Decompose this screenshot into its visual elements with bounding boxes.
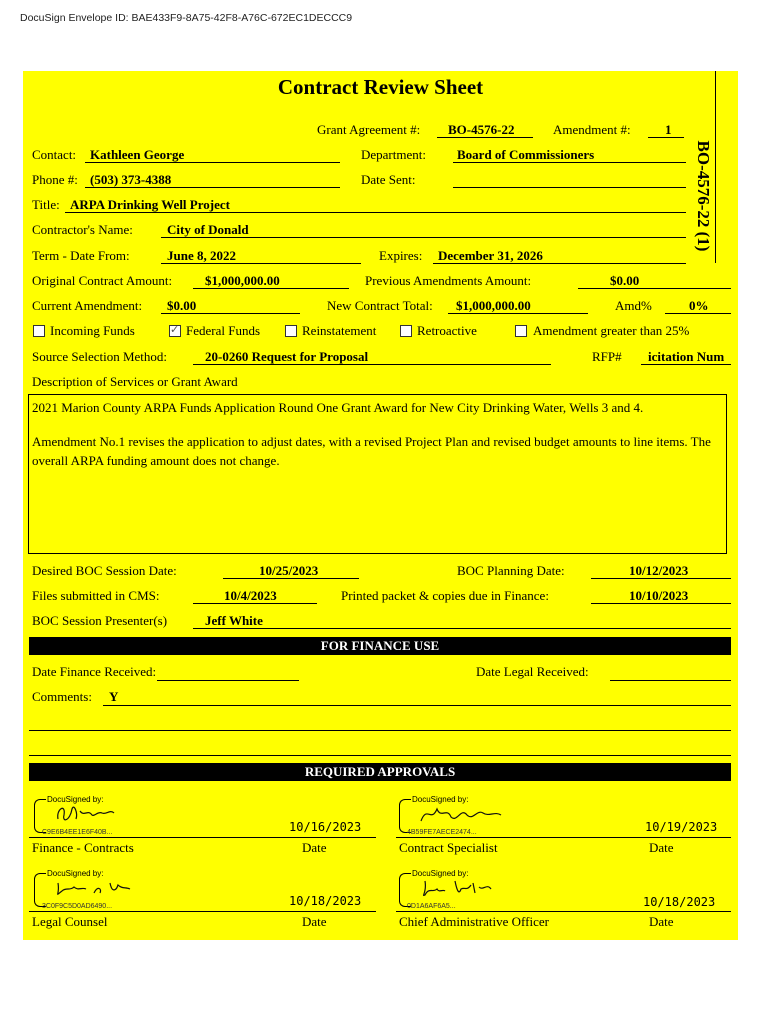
contract-specialist-date: 10/19/2023	[645, 820, 718, 834]
date-sent-line	[453, 187, 686, 188]
contractor-value: City of Donald	[167, 222, 249, 237]
finance-contracts-signature	[34, 795, 184, 835]
federal-funds-label: Federal Funds	[186, 323, 261, 338]
department-label: Department:	[361, 147, 426, 162]
description-text	[32, 398, 722, 485]
phone-value: (503) 373-4388	[90, 172, 172, 187]
finance-contracts-role: Finance - Contracts	[32, 840, 134, 855]
incoming-funds-label: Incoming Funds	[50, 323, 135, 338]
presenter-value: Jeff White	[205, 613, 263, 628]
project-title-label: Title:	[32, 197, 60, 212]
incoming-funds-checkbox[interactable]	[33, 325, 45, 337]
comments-line-2	[29, 730, 731, 731]
vertical-id-label: BO-4576-22 (1)	[694, 140, 713, 252]
department-value: Board of Commissioners	[457, 147, 595, 162]
current-amendment-line	[161, 313, 300, 314]
amendment-over-25-checkbox[interactable]	[515, 325, 527, 337]
amd-pct-label: Amd%	[615, 298, 652, 313]
reinstatement-label: Reinstatement	[302, 323, 377, 338]
docusigned-label: DocuSigned by:	[47, 795, 104, 804]
finance-contracts-date: 10/16/2023	[289, 820, 362, 834]
phone-label: Phone #:	[32, 172, 78, 187]
contractor-label: Contractor's Name:	[32, 222, 133, 237]
source-selection-line	[193, 364, 551, 365]
new-total-line	[448, 313, 588, 314]
files-submitted-line	[193, 603, 317, 604]
finance-use-header: FOR FINANCE USE	[29, 637, 731, 655]
signer-id: 0D1A6AF6A5...	[407, 903, 456, 910]
rfp-label: RFP#	[592, 349, 622, 364]
chief-administrative-officer-role: Chief Administrative Officer	[399, 914, 549, 929]
files-submitted-value: 10/4/2023	[224, 588, 277, 603]
sheet-title: Contract Review Sheet	[277, 75, 484, 99]
contact-label: Contact:	[32, 147, 77, 162]
original-amount-value: $1,000,000.00	[205, 273, 280, 288]
files-submitted-label: Files submitted in CMS:	[32, 588, 160, 603]
contract-specialist-signature	[399, 795, 549, 835]
amd-pct-line	[665, 313, 731, 314]
amendment-line	[648, 137, 684, 138]
amd-pct-value: 0%	[689, 298, 709, 313]
finance-received-line	[157, 680, 299, 681]
expires-value: December 31, 2026	[438, 248, 543, 263]
phone-line	[85, 187, 340, 188]
original-amount-label: Original Contract Amount:	[32, 273, 173, 288]
federal-funds-checkbox[interactable]	[169, 325, 181, 337]
new-total-value: $1,000,000.00	[456, 298, 531, 313]
contractor-line	[161, 237, 686, 238]
finance-received-label: Date Finance Received:	[32, 664, 157, 679]
grant-agreement-value: BO-4576-22	[448, 122, 515, 137]
comments-line-1	[103, 705, 731, 706]
new-total-label: New Contract Total:	[327, 298, 433, 313]
expires-line	[433, 263, 686, 264]
amendment-value: 1	[665, 122, 672, 137]
boc-session-date-label: Desired BOC Session Date:	[32, 563, 177, 578]
docusigned-label: DocuSigned by:	[412, 795, 469, 804]
chief-administrative-officer-date-label: Date	[649, 914, 674, 929]
handwritten-signature	[417, 801, 507, 827]
boc-planning-date-label: BOC Planning Date:	[457, 563, 565, 578]
grant-agreement-line	[437, 137, 533, 138]
comments-label: Comments:	[32, 689, 92, 704]
reinstatement-checkbox[interactable]	[285, 325, 297, 337]
printed-packet-value: 10/10/2023	[629, 588, 689, 603]
rfp-line	[641, 364, 731, 365]
term-from-label: Term - Date From:	[32, 248, 130, 263]
description-label: Description of Services or Grant Award	[32, 374, 238, 389]
term-from-value: June 8, 2022	[167, 248, 236, 263]
legal-counsel-signature	[34, 869, 184, 909]
current-amendment-label: Current Amendment:	[32, 298, 143, 313]
project-title-line	[65, 212, 686, 213]
signer-id: 3C0F9C5D0AD6490...	[42, 903, 113, 910]
comments-line-3	[29, 755, 731, 756]
legal-received-line	[610, 680, 731, 681]
contract-review-sheet	[23, 71, 738, 940]
contact-value: Kathleen George	[90, 147, 185, 162]
finance-contracts-date-label: Date	[302, 840, 327, 855]
retroactive-label: Retroactive	[417, 323, 477, 338]
expires-label: Expires:	[379, 248, 423, 263]
handwritten-signature	[52, 801, 132, 827]
retroactive-checkbox[interactable]	[400, 325, 412, 337]
envelope-id: DocuSign Envelope ID: BAE433F9-8A75-42F8-A76C-672EC1DECCC9	[20, 12, 353, 24]
date-sent-label: Date Sent:	[361, 172, 416, 187]
signer-id: 4B59FE7AECE2474...	[407, 829, 477, 836]
source-selection-label: Source Selection Method:	[32, 349, 168, 364]
legal-counsel-date: 10/18/2023	[289, 894, 362, 908]
legal-counsel-date-label: Date	[302, 914, 327, 929]
description-paragraph-1: 2021 Marion County ARPA Funds Application Round One Grant Award for New City Drinking Water, Wells 3 and 4.	[32, 400, 644, 415]
boc-planning-date-line	[591, 578, 731, 579]
amendment-over-25-label: Amendment greater than 25%	[533, 323, 690, 338]
contract-specialist-line	[396, 837, 731, 838]
project-title-value: ARPA Drinking Well Project	[70, 197, 230, 212]
legal-counsel-role: Legal Counsel	[32, 914, 108, 929]
rfp-value: icitation Num	[648, 349, 725, 364]
department-line	[453, 162, 686, 163]
docusigned-label: DocuSigned by:	[412, 869, 469, 878]
legal-received-label: Date Legal Received:	[476, 664, 589, 679]
previous-amendments-line	[578, 288, 731, 289]
printed-packet-line	[591, 603, 731, 604]
handwritten-signature	[52, 875, 142, 901]
finance-contracts-line	[29, 837, 376, 838]
source-selection-value: 20-0260 Request for Proposal	[205, 349, 369, 364]
docusigned-label: DocuSigned by:	[47, 869, 104, 878]
comments-value: Y	[109, 689, 119, 704]
presenter-label: BOC Session Presenter(s)	[32, 613, 168, 628]
grant-agreement-label: Grant Agreement #:	[317, 122, 421, 137]
chief-administrative-officer-date: 10/18/2023	[643, 895, 716, 909]
printed-packet-label: Printed packet & copies due in Finance:	[341, 588, 549, 603]
previous-amendments-value: $0.00	[610, 273, 640, 288]
contract-specialist-role: Contract Specialist	[399, 840, 498, 855]
contract-specialist-date-label: Date	[649, 840, 674, 855]
term-from-line	[161, 263, 361, 264]
description-paragraph-2: Amendment No.1 revises the application to adjust dates, with a revised Project Plan and revised budget amounts to line items. The overall ARPA funding amount does not change.	[32, 434, 711, 468]
chief-administrative-officer-signature	[399, 869, 549, 909]
current-amendment-value: $0.00	[167, 298, 197, 313]
presenter-line	[193, 628, 731, 629]
boc-planning-date-value: 10/12/2023	[629, 563, 689, 578]
original-amount-line	[193, 288, 349, 289]
signer-id: C9E6B4EE1E6F40B...	[42, 829, 113, 836]
contact-line	[85, 162, 340, 163]
chief-administrative-officer-line	[396, 911, 731, 912]
legal-counsel-line	[29, 911, 376, 912]
previous-amendments-label: Previous Amendments Amount:	[365, 273, 532, 288]
boc-session-date-line	[223, 578, 359, 579]
amendment-label: Amendment #:	[553, 122, 631, 137]
handwritten-signature	[417, 875, 497, 901]
boc-session-date-value: 10/25/2023	[259, 563, 319, 578]
required-approvals-header: REQUIRED APPROVALS	[29, 763, 731, 781]
